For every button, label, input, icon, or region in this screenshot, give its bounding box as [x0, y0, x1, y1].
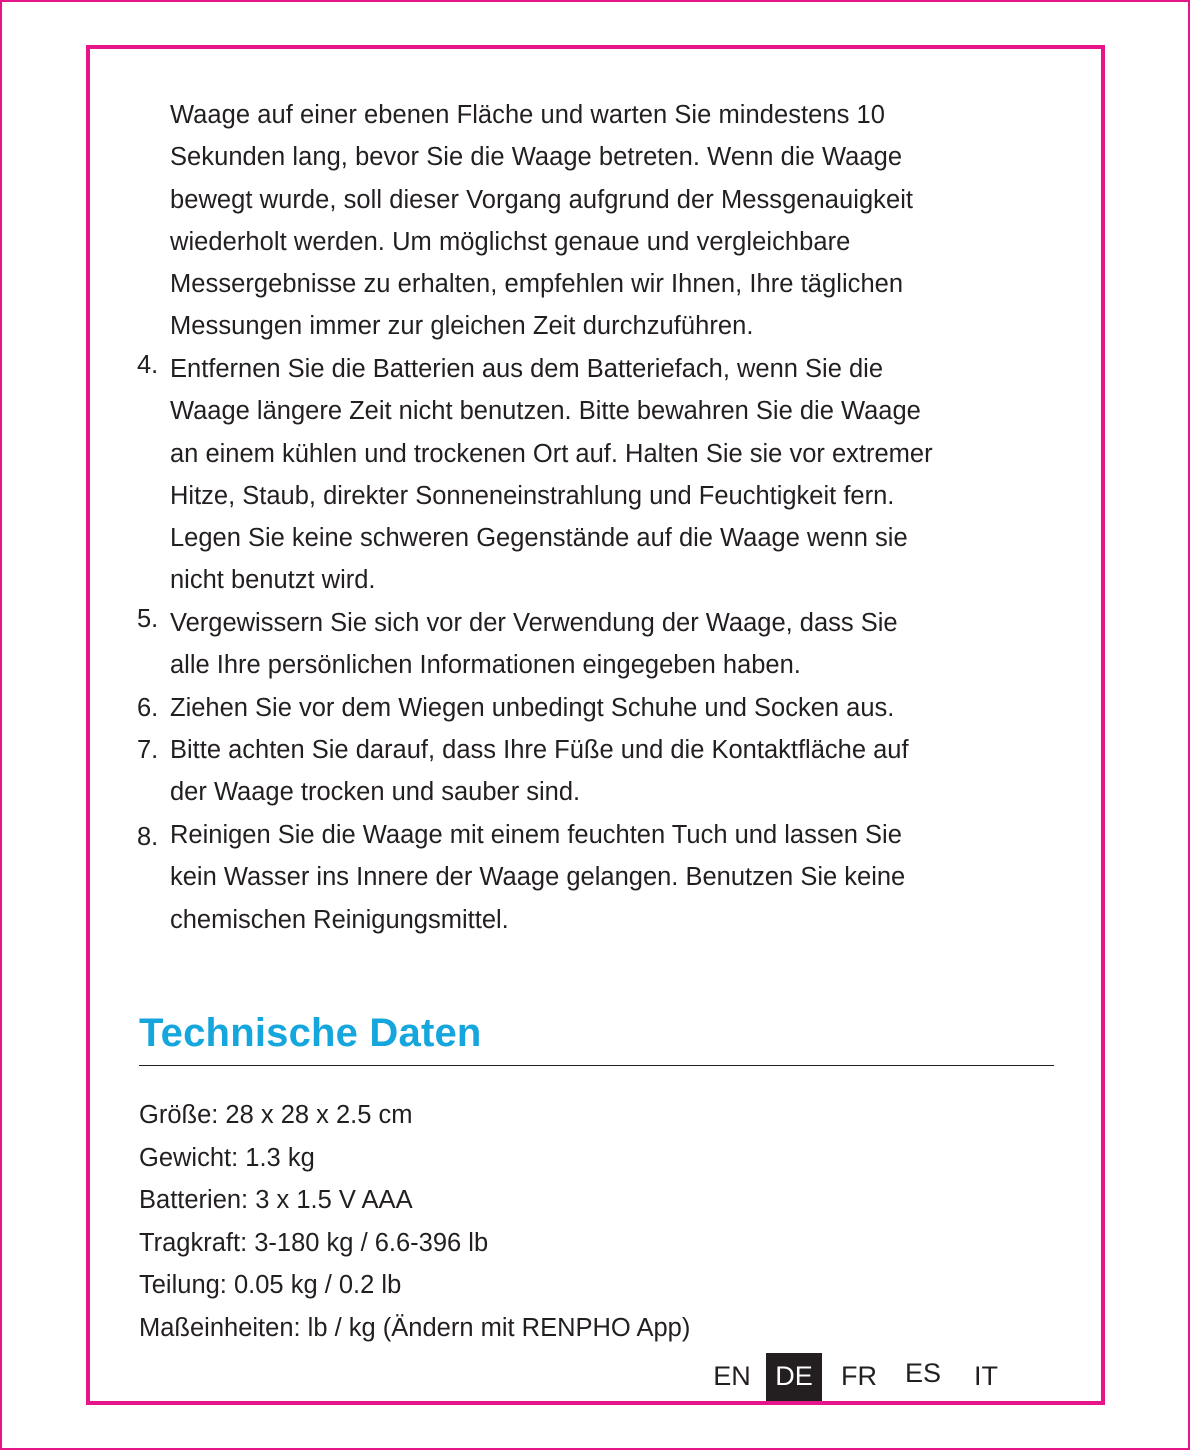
list-number: 4. [137, 351, 159, 379]
list-text: Reinigen Sie die Waage mit einem feuchten Tuch und lassen Sie kein Wasser ins Innere der Waage gelangen. Benutzen Sie keine chemischen Reinigungsmittel. [170, 821, 906, 934]
spec-size: Größe: 28 x 28 x 2.5 cm [139, 1101, 413, 1129]
list-text: Entfernen Sie die Batterien aus dem Batteriefach, wenn Sie die Waage längere Zeit nicht benutzen. Bitte bewahren Sie die Waage an einem kühlen und trockenen Ort auf. Halten Sie sie vor extremer Hitze, Staub, direkter Sonneneinstrahlung und Feuchtigkeit fern. Legen Sie keine schweren Gegenstände auf die Waage wenn sie nicht benutzt wird. [170, 355, 933, 595]
spec-units: Maßeinheiten: lb / kg (Ändern mit RENPHO App) [139, 1313, 691, 1342]
list-number: 7. [137, 736, 159, 764]
section-divider [139, 1065, 1054, 1066]
lang-tab-es[interactable]: ES [904, 1358, 942, 1388]
list-number: 8. [137, 823, 159, 851]
lang-tab-it[interactable]: IT [974, 1361, 998, 1391]
spec-batteries: Batterien: 3 x 1.5 V AAA [139, 1186, 413, 1214]
lang-tab-en[interactable]: EN [713, 1361, 751, 1391]
lang-tab-de[interactable]: DE [766, 1353, 822, 1401]
list-text: Bitte achten Sie darauf, dass Ihre Füße und die Kontaktfläche auf der Waage trocken und sauber sind. [170, 736, 909, 807]
list-text: Vergewissern Sie sich vor der Verwendung der Waage, dass Sie alle Ihre persönlichen Informationen eingegeben haben. [170, 609, 898, 680]
spec-division: Teilung: 0.05 kg / 0.2 lb [139, 1271, 402, 1299]
lang-tab-fr[interactable]: FR [841, 1361, 877, 1391]
intro-paragraph: Waage auf einer ebenen Fläche und warten Sie mindestens 10 Sekunden lang, bevor Sie die Waage betreten. Wenn die Waage bewegt wurde, soll dieser Vorgang aufgrund der Messgenauigkeit wiederholt werden. Um möglichst genaue und vergleichbare Messergebnisse zu erhalten, empfehlen wir Ihnen, Ihre täglichen Messungen immer zur gleichen Zeit durchzuführen. [170, 101, 914, 341]
list-number: 6. [137, 694, 159, 722]
spec-list [139, 1094, 690, 1349]
spec-capacity: Tragkraft: 3-180 kg / 6.6-396 lb [139, 1228, 489, 1257]
section-title: Technische Daten [139, 1011, 482, 1055]
spec-weight: Gewicht: 1.3 kg [139, 1143, 315, 1172]
list-text: Ziehen Sie vor dem Wiegen unbedingt Schuhe und Socken aus. [170, 694, 895, 722]
list-number: 5. [137, 605, 159, 633]
